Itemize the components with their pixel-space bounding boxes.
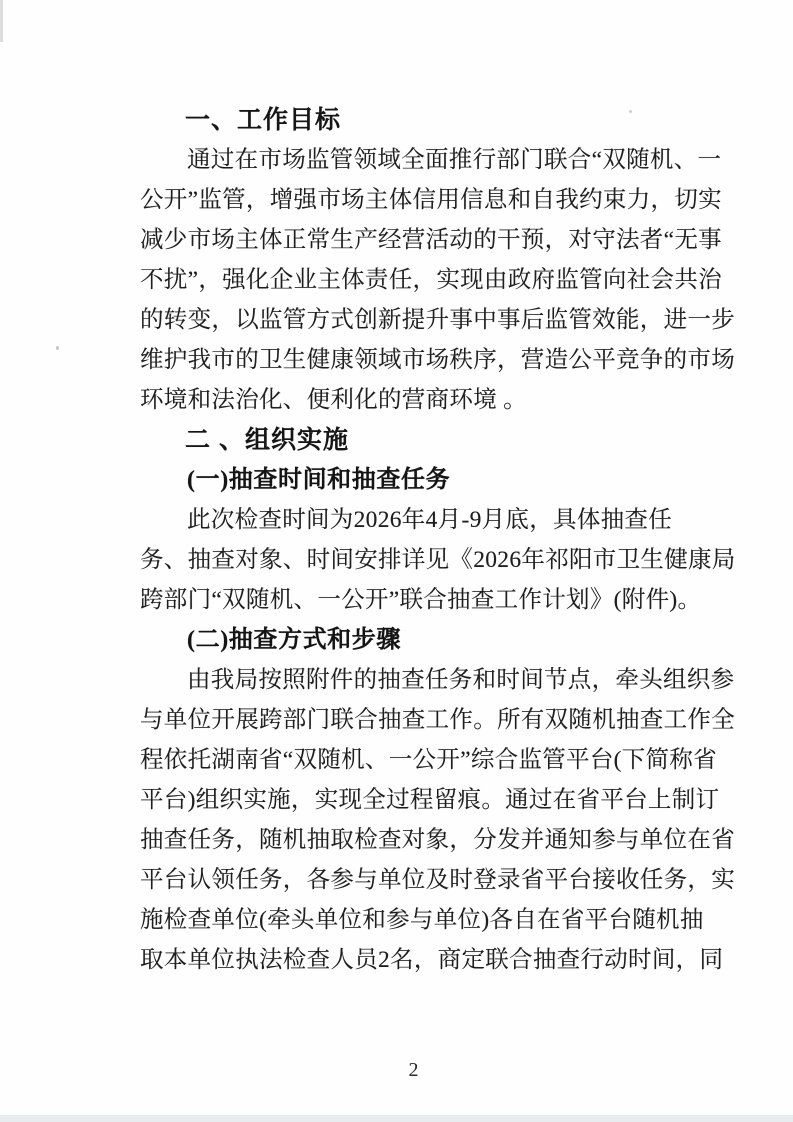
document-body — [140, 100, 736, 980]
body-text-line: 务、抽查对象、时间安排详见《2026年祁阳市卫生健康局 — [140, 547, 736, 573]
page-number: 2 — [408, 1059, 419, 1081]
body-text-line: 通过在市场监管领域全面推行部门联合“双随机、一 — [187, 147, 722, 173]
body-text-line: 跨部门“双随机、一公开”联合抽查工作计划》(附件)。 — [140, 587, 702, 613]
body-text-line: 不扰”，强化企业主体责任，实现由政府监管向社会共治 — [140, 267, 722, 293]
body-text-line: 平台)组织实施，实现全过程留痕。通过在省平台上制订 — [140, 787, 720, 813]
body-text-line: 减少市场主体正常生产经营活动的干预，对守法者“无事 — [140, 227, 722, 253]
scan-artifact-bottom-edge — [0, 1115, 793, 1122]
section-heading-organization: 二 、组织实施 — [185, 426, 349, 454]
body-text-line: 此次检查时间为2026年4月-9月底，具体抽查任 — [187, 507, 673, 533]
scan-artifact-edge — [0, 0, 3, 42]
body-text-line: 施检查单位(牵头单位和参与单位)各自在省平台随机抽 — [140, 907, 704, 933]
subsection-heading-inspection-method: (二)抽查方式和步骤 — [187, 627, 401, 653]
body-text-line: 抽查任务，随机抽取检查对象，分发并通知参与单位在省 — [140, 827, 735, 853]
scan-artifact-speck — [56, 346, 59, 350]
section-heading-work-goals: 一、工作目标 — [185, 106, 342, 134]
body-text-line: 维护我市的卫生健康领域市场秩序，营造公平竞争的市场 — [140, 347, 735, 373]
body-text-line: 取本单位执法检查人员2名，商定联合抽查行动时间，同 — [140, 947, 724, 973]
body-text-line: 的转变，以监管方式创新提升事中事后监管效能，进一步 — [140, 307, 735, 333]
body-text-line: 公开”监管，增强市场主体信用信息和自我约束力，切实 — [140, 187, 722, 213]
body-text-line: 平台认领任务，各参与单位及时登录省平台接收任务，实 — [140, 867, 735, 893]
body-text-line: 程依托湖南省“双随机、一公开”综合监管平台(下简称省 — [140, 747, 717, 773]
body-text-line: 由我局按照附件的抽查任务和时间节点，牵头组织参 — [187, 667, 735, 693]
subsection-heading-inspection-time: (一)抽查时间和抽查任务 — [187, 467, 451, 493]
body-text-line: 与单位开展跨部门联合抽查工作。所有双随机抽查工作全 — [140, 707, 735, 733]
body-text-line: 环境和法治化、便利化的营商环境 。 — [140, 387, 527, 413]
